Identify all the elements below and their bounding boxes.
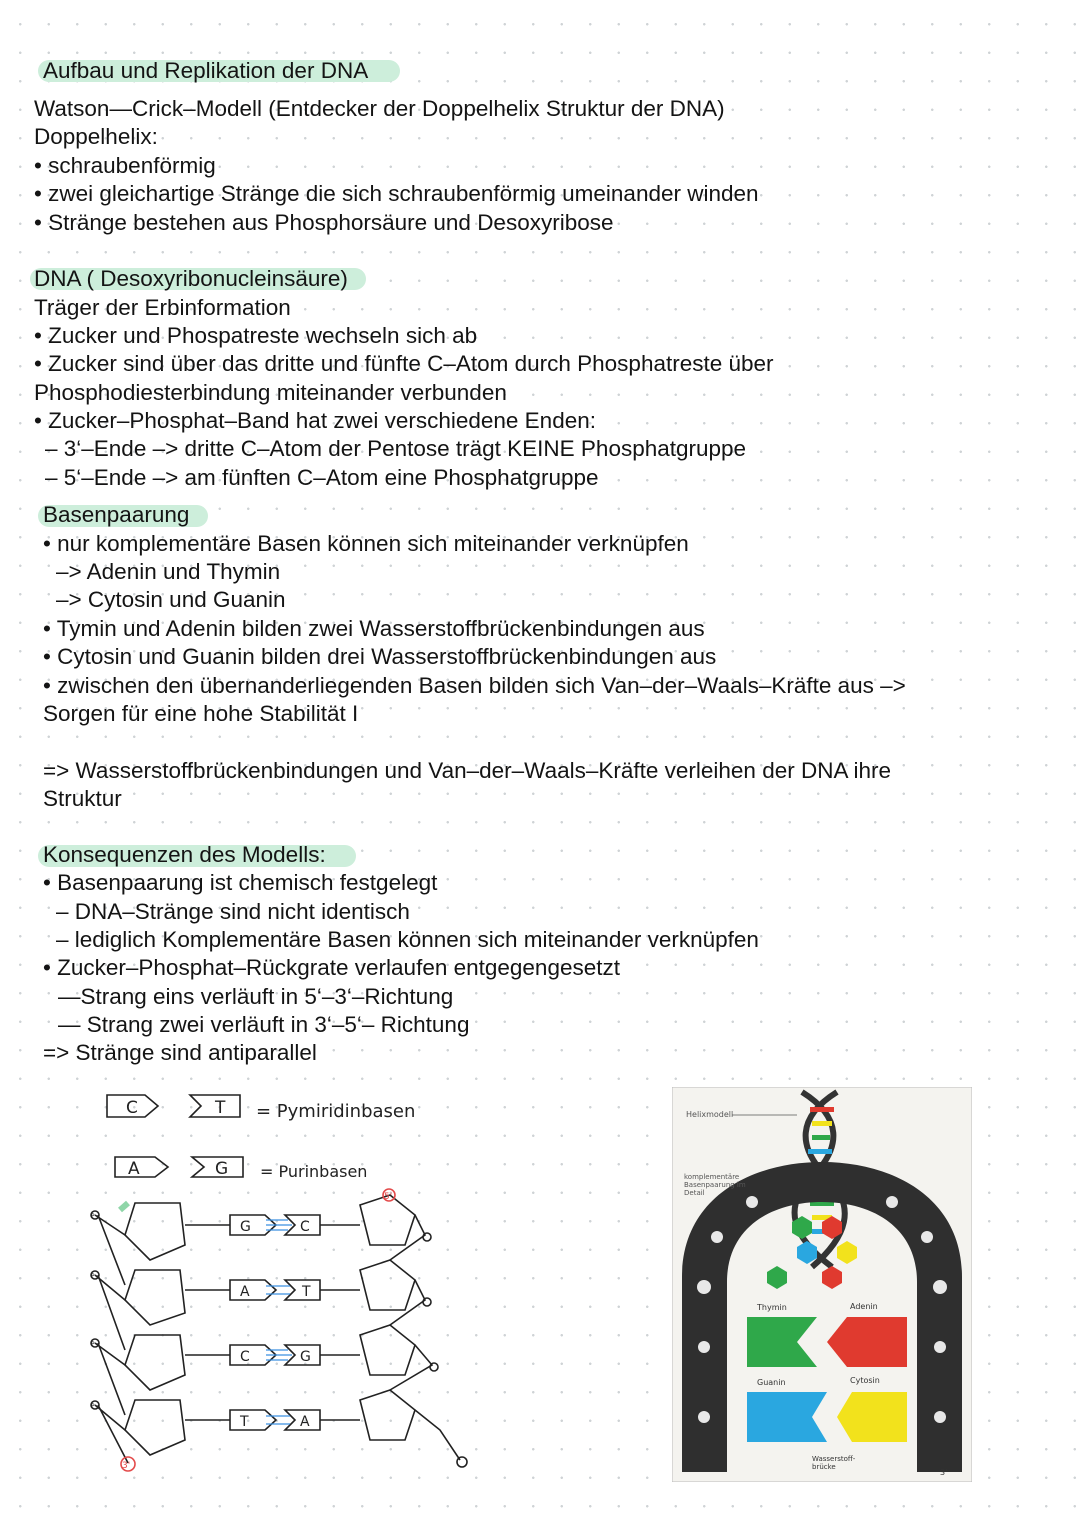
sugar-pentagon [360,1390,415,1440]
label-cytosin: Cytosin [850,1376,880,1385]
cytosin-block [837,1392,907,1442]
end-label-3: 3' [122,1461,131,1471]
hydrogen-bond [266,1220,292,1424]
sugar-pentagon [360,1325,415,1375]
sub-line: – DNA–Stränge sind nicht identisch [56,899,410,924]
legend-pyrimidine: = Pymiridinbasen [256,1101,416,1122]
sub-line: – 5‘–Ende –> am fünften C–Atom eine Phosphatgruppe [45,465,599,490]
sugar-pentagon [125,1270,185,1325]
section-heading: Konsequenzen des Modells: [43,842,326,867]
bullet-line: • Zucker–Phosphat–Rückgrate verlaufen entgegengesetzt [43,955,620,980]
dna-model-photo [672,1087,972,1482]
sugar-pentagon [125,1400,185,1455]
conclusion-line: Struktur [43,786,122,811]
bullet-line: • Cytosin und Guanin bilden drei Wasserstoffbrückenbindungen aus [43,644,717,669]
end-label-5: 5' [384,1192,393,1202]
section-heading: Basenpaarung [43,502,190,527]
phosphate-label: P [91,1403,95,1410]
pair-right-base: G [300,1349,311,1365]
label-end: 3' [940,1468,948,1477]
text-line: Phosphodiesterbindung miteinander verbunden [34,380,507,405]
sub-line: – 3‘–Ende –> dritte C–Atom der Pentose trägt KEINE Phosphatgruppe [45,436,747,461]
legend-purine: = Purinbasen [260,1162,368,1181]
highlight-mark [120,1203,128,1210]
bullet-line: • zwei gleichartige Stränge die sich schraubenförmig umeinander winden [34,181,759,206]
sub-line: – lediglich Komplementäre Basen können sich miteinander verknüpfen [56,927,759,952]
sub-line: –> Adenin und Thymin [56,559,281,584]
bullet-line: • Zucker und Phospatreste wechseln sich ab [34,323,478,348]
phosphate-label: P [91,1273,95,1280]
conclusion-line: => Wasserstoffbrückenbindungen und Van–der–Waals–Kräfte verleihen der DNA ihre [43,758,892,783]
section-heading: DNA ( Desoxyribonucleinsäure) [34,266,348,291]
phosphate-marker [423,1298,431,1306]
purine-shape-a [115,1157,168,1177]
sub-line: —Strang eins verläuft in 5‘–3‘–Richtung [58,984,454,1009]
sub-line: –> Cytosin und Guanin [56,587,286,612]
bullet-line: • zwischen den übernanderliegenden Basen bilden sich Van–der–Waals–Kräfte aus –> [43,673,906,698]
backbone-line [390,1215,460,1460]
label-guanin: Guanin [757,1378,786,1387]
sugar-pentagon [125,1335,185,1390]
pair-left-base: C [240,1349,250,1365]
phosphate-marker [423,1233,431,1241]
glycosidic-bond [320,1225,360,1420]
label-hbond: Wasserstoff-brücke [812,1455,856,1471]
legend-base-t: T [215,1098,226,1118]
phosphate-label: P [91,1213,95,1220]
bullet-line: • Zucker sind über das dritte und fünfte C–Atom durch Phosphatreste über [34,351,774,376]
phosphate-marker [430,1363,438,1371]
label-pairing: komplementäre Basenpaarung im Detail [684,1173,746,1197]
label-helix: Helixmodell [686,1110,734,1119]
bullet-line: • Stränge bestehen aus Phosphorsäure und Desoxyribose [34,210,614,235]
section-heading: Aufbau und Replikation der DNA [43,58,369,83]
pair-left-base: A [240,1284,250,1300]
pair-right-base: A [300,1414,310,1430]
text-line: Doppelhelix: [34,124,158,149]
sugar-pentagon [360,1260,415,1310]
legend-base-a: A [128,1159,140,1179]
text-line: Träger der Erbinformation [34,295,291,320]
bullet-line: • Zucker–Phosphat–Band hat zwei verschiedene Enden: [34,408,596,433]
phosphate-label: P [91,1341,95,1348]
pair-right-base: T [302,1284,311,1300]
bullet-line: • Tymin und Adenin bilden zwei Wasserstoffbrückenbindungen aus [43,616,705,641]
phosphate-marker [457,1457,467,1467]
legend-base-g: G [215,1159,229,1179]
label-thymin: Thymin [757,1303,787,1312]
pair-left-base: G [240,1219,251,1235]
backbone-line [98,1215,128,1463]
text-line: Sorgen für eine hohe Stabilität I [43,701,359,726]
glycosidic-bond [185,1225,230,1420]
sub-line: — Strang zwei verläuft in 3‘–5‘– Richtung [58,1012,470,1037]
pair-right-base: C [300,1219,310,1235]
bullet-line: • schraubenförmig [34,153,216,178]
sugar-pentagon [125,1203,185,1260]
pair-left-base: T [240,1414,249,1430]
legend-base-c: C [126,1098,138,1118]
conclusion-line: => Stränge sind antiparallel [43,1040,317,1065]
bullet-line: • Basenpaarung ist chemisch festgelegt [43,870,438,895]
text-line: Watson—Crick–Modell (Entdecker der Doppelhelix Struktur der DNA) [34,96,725,121]
bullet-line: • nur komplementäre Basen können sich miteinander verknüpfen [43,531,689,556]
sugar-pentagon [360,1195,415,1245]
dna-sketch [80,1085,490,1485]
label-adenin: Adenin [850,1302,878,1311]
